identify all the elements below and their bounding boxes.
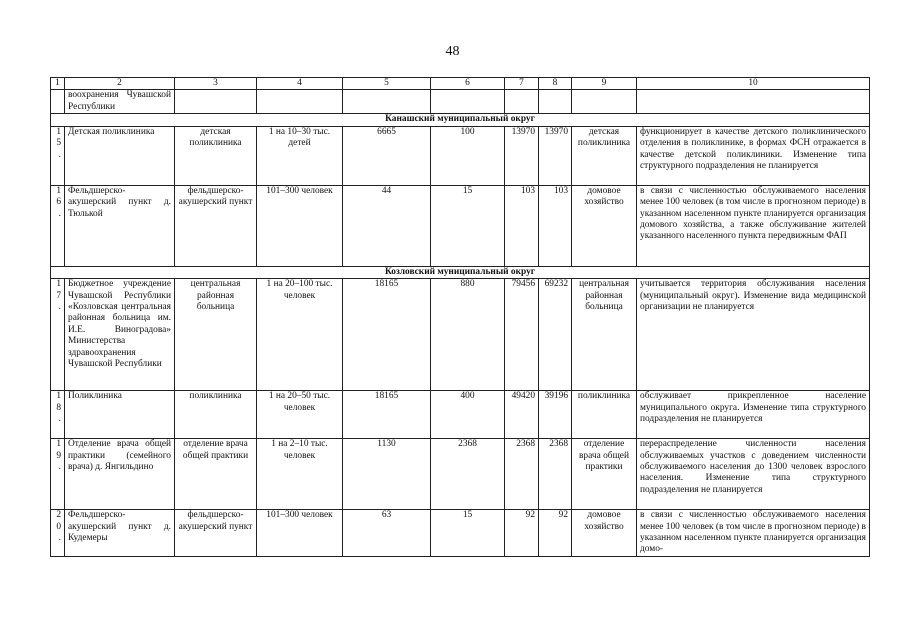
value-cell: 2368	[539, 439, 572, 510]
population-cell: 63	[343, 510, 431, 557]
value-cell: 13970	[505, 126, 539, 185]
planned-type-cell: домовое хозяйство	[572, 185, 637, 266]
facility-name-cell: Фельдшерско-акушерский пункт д. Тюлькой	[65, 185, 175, 266]
table-row	[51, 185, 870, 266]
header-cell: 7	[505, 78, 539, 90]
capacity-cell: 15	[431, 185, 505, 266]
table-row	[51, 510, 870, 557]
document-table	[50, 77, 870, 557]
comment-cell: перераспределение численности населения обслуживаемых участков с доведением численности обслуживаемого населения до 1300 человек взрослого населения. Изменение типа структурного подразделения не планируется	[637, 439, 870, 510]
population-cell: 44	[343, 185, 431, 266]
row-number: 19.	[51, 439, 65, 510]
norm-cell: 1 на 10–30 тыс. детей	[257, 126, 343, 185]
planned-type-cell: отделение врача общей практики	[572, 439, 637, 510]
section-title: Канашский муниципальный округ	[51, 114, 870, 126]
header-cell: 1	[51, 78, 65, 90]
table-row	[51, 391, 870, 439]
value-cell: 103	[539, 185, 572, 266]
comment-cell: в связи с численностью обслуживаемого населения менее 100 человек (в том числе в прогнозном периоде) в указанном населенном пункте планируется организация домового хозяйства, а также обслуживание жителей указанного населенного пункта передвижным ФАП	[637, 185, 870, 266]
row-number: 17.	[51, 279, 65, 391]
value-cell: 103	[505, 185, 539, 266]
comment-cell: обслуживает прикрепленное население муниципального округа. Изменение типа структурного подразделения не планируется	[637, 391, 870, 439]
table-row	[51, 126, 870, 185]
value-cell: 92	[539, 510, 572, 557]
facility-type-cell: детская поликлиника	[175, 126, 257, 185]
facility-type-cell: центральная районная больница	[175, 279, 257, 391]
norm-cell: 1 на 20–100 тыс. человек	[257, 279, 343, 391]
capacity-cell: 15	[431, 510, 505, 557]
row-number: 16.	[51, 185, 65, 266]
header-cell: 3	[175, 78, 257, 90]
row-number: 20.	[51, 510, 65, 557]
capacity-cell: 880	[431, 279, 505, 391]
population-cell: 1130	[343, 439, 431, 510]
capacity-cell: 2368	[431, 439, 505, 510]
facility-name-cell: Детская поликлиника	[65, 126, 175, 185]
header-cell: 10	[637, 78, 870, 90]
value-cell: 49420	[505, 391, 539, 439]
column-number-row	[51, 78, 870, 90]
value-cell: 69232	[539, 279, 572, 391]
header-cell: 2	[65, 78, 175, 90]
planned-type-cell: центральная районная больница	[572, 279, 637, 391]
value-cell: 79456	[505, 279, 539, 391]
planned-type-cell: поликлиника	[572, 391, 637, 439]
comment-cell: функционирует в качестве детского поликлинического отделения в поликлинике, в формах ФСН отражается в качестве детской поликлиники. Изменение типа структурного подразделения не планируется	[637, 126, 870, 185]
population-cell: 18165	[343, 391, 431, 439]
facility-type-cell: фельдшерско-акушерский пункт	[175, 510, 257, 557]
table-row	[51, 439, 870, 510]
header-cell: 9	[572, 78, 637, 90]
capacity-cell: 100	[431, 126, 505, 185]
row-number: 18.	[51, 391, 65, 439]
facility-name-cell: Бюджетное учреждение Чувашской Республики «Козловская центральная районная больница им. И.Е. Виноградова» Министерства здравоохранения Чувашской Республики	[65, 279, 175, 391]
header-cell: 8	[539, 78, 572, 90]
population-cell: 6665	[343, 126, 431, 185]
comment-cell: учитывается территория обслуживания населения (муниципальный округ). Изменение вида медицинской организации не планируется	[637, 279, 870, 391]
facility-type-cell: поликлиника	[175, 391, 257, 439]
page-number: 48	[445, 44, 460, 59]
value-cell: 2368	[505, 439, 539, 510]
continuation-row	[51, 90, 870, 114]
capacity-cell: 400	[431, 391, 505, 439]
facility-name-cell: Отделение врача общей практики (семейного врача) д. Янгильдино	[65, 439, 175, 510]
norm-cell: 101–300 человек	[257, 510, 343, 557]
table-row	[51, 279, 870, 391]
section-row-kozlovka	[51, 266, 870, 278]
section-row-kanash	[51, 114, 870, 126]
facility-name-cell: воохранения Чувашской Республики	[65, 90, 175, 114]
planned-type-cell: домовое хозяйство	[572, 510, 637, 557]
facility-type-cell: фельдшерско-акушерский пункт	[175, 185, 257, 266]
facility-name-cell: Поликлиника	[65, 391, 175, 439]
value-cell: 13970	[539, 126, 572, 185]
facility-name-cell: Фельдшерско-акушерский пункт д. Кудемеры	[65, 510, 175, 557]
norm-cell: 1 на 2–10 тыс. человек	[257, 439, 343, 510]
value-cell: 39196	[539, 391, 572, 439]
section-title: Козловский муниципальный округ	[51, 266, 870, 278]
header-cell: 4	[257, 78, 343, 90]
norm-cell: 101–300 человек	[257, 185, 343, 266]
norm-cell: 1 на 20–50 тыс. человек	[257, 391, 343, 439]
facility-type-cell: отделение врача общей практики	[175, 439, 257, 510]
value-cell: 92	[505, 510, 539, 557]
comment-cell: в связи с численностью обслуживаемого населения менее 100 человек (в том числе в прогнозном периоде) в указанном населенном пункте планируется организация домо-	[637, 510, 870, 557]
population-cell: 18165	[343, 279, 431, 391]
header-cell: 5	[343, 78, 431, 90]
header-cell: 6	[431, 78, 505, 90]
planned-type-cell: детская поликлиника	[572, 126, 637, 185]
row-number: 15.	[51, 126, 65, 185]
